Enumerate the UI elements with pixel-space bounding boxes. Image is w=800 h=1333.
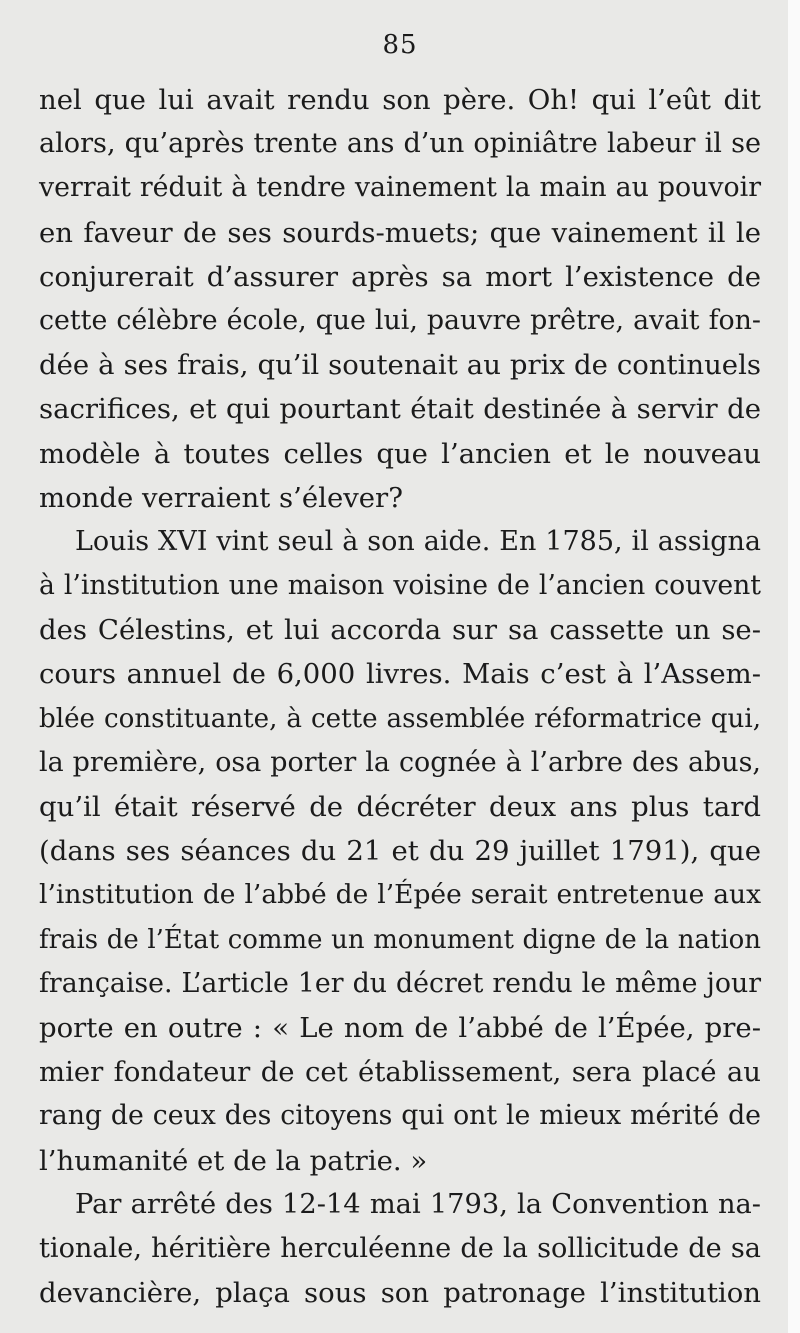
text-line: devancière, plaça sous son patronage l’institution [39, 1277, 761, 1310]
text-line: monde verraient s’élever? [39, 481, 403, 514]
text-line: nel que lui avait rendu son père. Oh! qui l’eût dit [39, 84, 761, 116]
text-line: tionale, héritière herculéenne de la sollicitude de sa [39, 1232, 761, 1264]
body-text [39, 78, 761, 1315]
page-edge [788, 0, 800, 1333]
text-line: cette célèbre école, que lui, pauvre prêtre, avait fon- [39, 304, 761, 336]
text-line: blée constituante, à cette assemblée réformatrice qui, [39, 703, 761, 734]
text-line: Par arrêté des 12-14 mai 1793, la Convention na- [75, 1188, 761, 1220]
text-line: sacrifices, et qui pourtant était destinée à servir de [39, 393, 761, 426]
text-line: mier fondateur de cet établissement, sera placé au [39, 1056, 761, 1089]
text-line: alors, qu’après trente ans d’un opiniâtre labeur il se [39, 128, 761, 160]
text-line: conjurerait d’assurer après sa mort l’existence de [39, 260, 761, 293]
text-line: (dans ses séances du 21 et du 29 juillet 1791), que [39, 835, 761, 868]
text-line: l’humanité et de la patrie. » [39, 1144, 428, 1177]
text-line: en faveur de ses sourds-muets; que vainement il le [39, 216, 761, 249]
text-line: Louis XVI vint seul à son aide. En 1785, il assigna [75, 525, 761, 557]
text-line: l’institution de l’abbé de l’Épée serait entretenue aux [39, 879, 761, 911]
page-number: 85 [382, 30, 418, 60]
text-line: la première, osa porter la cognée à l’arbre des abus, [39, 746, 761, 778]
text-line: dée à ses frais, qu’il soutenait au prix de continuels [39, 349, 761, 382]
text-line: rang de ceux des citoyens qui ont le mieux mérité de [39, 1100, 761, 1132]
text-line: cours annuel de 6,000 livres. Mais c’est à l’Assem- [39, 658, 761, 691]
text-line: qu’il était réservé de décréter deux ans plus tard [39, 791, 761, 823]
text-line: française. L’article 1er du décret rendu le même jour [39, 967, 761, 999]
text-line: des Célestins, et lui accorda sur sa cassette un se- [39, 614, 761, 647]
text-line: verrait réduit à tendre vainement la main au pouvoir [39, 172, 761, 204]
text-line: frais de l’État comme un monument digne de la nation [39, 924, 761, 955]
text-line: porte en outre : « Le nom de l’abbé de l’Épée, pre- [39, 1011, 761, 1044]
text-line: modèle à toutes celles que l’ancien et le nouveau [39, 437, 761, 470]
text-line: à l’institution une maison voisine de l’ancien couvent [39, 570, 761, 602]
